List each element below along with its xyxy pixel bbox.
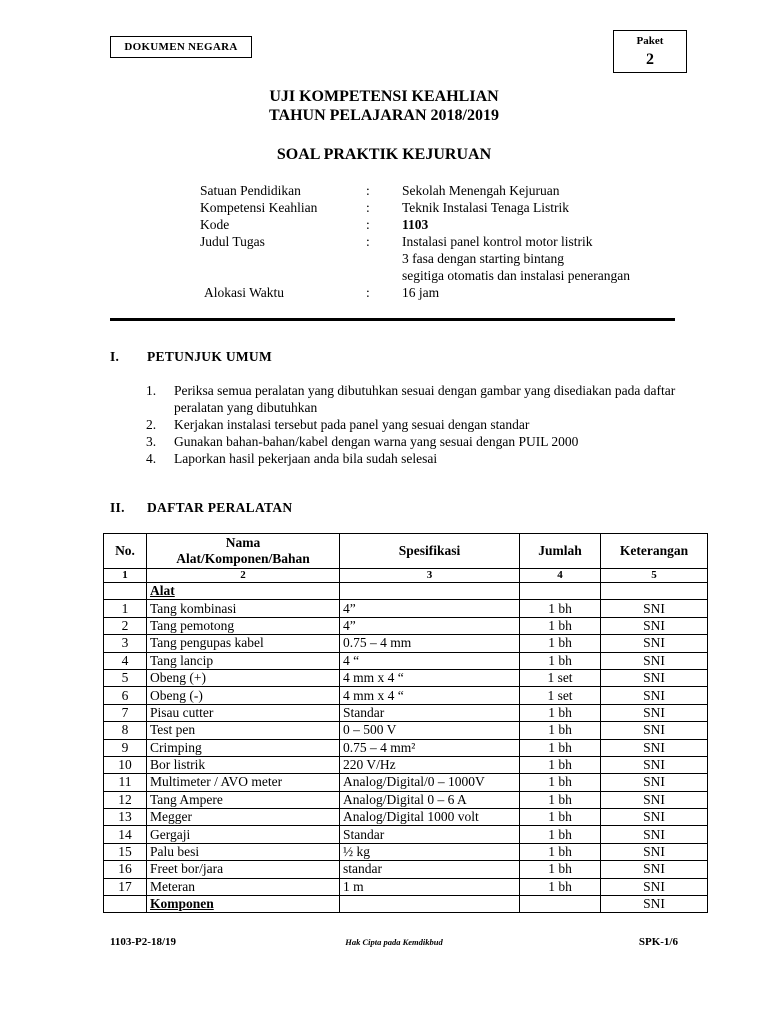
table-cell-nama: Tang Ampere	[147, 791, 340, 808]
table-cell-nama: Tang pemotong	[147, 617, 340, 634]
table-cell-nama: Palu besi	[147, 843, 340, 860]
table-row	[104, 739, 708, 756]
table-cell-nama: Bor listrik	[147, 756, 340, 773]
column-header-spesifikasi: Spesifikasi	[340, 534, 520, 569]
table-row	[104, 756, 708, 773]
table-cell	[104, 583, 147, 600]
column-number: 4	[520, 569, 601, 583]
info-value: 1103	[402, 217, 429, 232]
instructions-list	[146, 382, 686, 467]
table-cell-spesifikasi: 220 V/Hz	[340, 756, 520, 773]
table-cell-no: 5	[104, 669, 147, 686]
category-row-alat	[104, 583, 708, 600]
table-cell-spesifikasi: 4 mm x 4 “	[340, 669, 520, 686]
table-cell	[340, 896, 520, 913]
paket-box	[613, 30, 687, 73]
section-1-heading	[110, 349, 510, 367]
table-cell-spesifikasi: Analog/Digital/0 – 1000V	[340, 774, 520, 791]
table-cell-no: 14	[104, 826, 147, 843]
table-cell-no: 9	[104, 739, 147, 756]
table-cell-keterangan: SNI	[601, 809, 708, 826]
table-cell-no: 1	[104, 600, 147, 617]
category-label: Alat	[147, 583, 340, 600]
table-cell-no: 7	[104, 704, 147, 721]
title-line-3: SOAL PRAKTIK KEJURUAN	[276, 146, 492, 163]
table-cell	[104, 896, 147, 913]
equipment-table	[103, 533, 708, 913]
table-cell-jumlah: 1 bh	[520, 843, 601, 860]
section-title: PETUNJUK UMUM	[147, 349, 273, 364]
table-cell-spesifikasi: 0.75 – 4 mm	[340, 635, 520, 652]
info-label: Kode	[200, 217, 230, 232]
table-cell-no: 13	[104, 809, 147, 826]
section-number: I.	[110, 349, 120, 364]
list-text: Periksa semua peralatan yang dibutuhkan sesuai dengan gambar yang disediakan pada daftar peralatan yang dibutuhkan	[174, 383, 676, 415]
table-cell-jumlah: 1 bh	[520, 704, 601, 721]
column-number: 1	[104, 569, 147, 583]
table-cell-spesifikasi: standar	[340, 861, 520, 878]
table-row	[104, 861, 708, 878]
table-cell-keterangan: SNI	[601, 791, 708, 808]
table-cell-spesifikasi: 4”	[340, 600, 520, 617]
table-cell-spesifikasi: 4”	[340, 617, 520, 634]
info-colon: :	[366, 183, 370, 198]
table-row	[104, 687, 708, 704]
table-cell-nama: Freet bor/jara	[147, 861, 340, 878]
table-cell-nama: Meteran	[147, 878, 340, 895]
table-row	[104, 652, 708, 669]
table-cell-nama: Test pen	[147, 722, 340, 739]
table-cell-nama: Tang kombinasi	[147, 600, 340, 617]
table-cell-jumlah: 1 bh	[520, 774, 601, 791]
list-text: Laporkan hasil pekerjaan anda bila sudah selesai	[174, 451, 438, 466]
table-cell-keterangan: SNI	[601, 756, 708, 773]
list-text: Gunakan bahan-bahan/kabel dengan warna yang sesuai dengan PUIL 2000	[174, 434, 579, 449]
table-cell-jumlah: 1 bh	[520, 635, 601, 652]
table-row	[104, 722, 708, 739]
section-number: II.	[110, 500, 125, 515]
column-header-no: No.	[104, 534, 147, 569]
table-cell-jumlah: 1 bh	[520, 722, 601, 739]
info-label: Judul Tugas	[200, 234, 265, 249]
table-row	[104, 635, 708, 652]
table-row	[104, 809, 708, 826]
table-cell-keterangan: SNI	[601, 635, 708, 652]
table-cell-jumlah: 1 bh	[520, 878, 601, 895]
table-cell-keterangan: SNI	[601, 617, 708, 634]
table-cell-spesifikasi: Analog/Digital 0 – 6 A	[340, 791, 520, 808]
info-label: Satuan Pendidikan	[200, 183, 301, 198]
table-row	[104, 826, 708, 843]
table-cell-no: 3	[104, 635, 147, 652]
table-cell-jumlah: 1 bh	[520, 652, 601, 669]
table-cell-nama: Tang pengupas kabel	[147, 635, 340, 652]
title-line-1: UJI KOMPETENSI KEAHLIAN	[269, 88, 499, 105]
list-item	[146, 450, 686, 467]
table-cell-keterangan: SNI	[601, 843, 708, 860]
table-cell-spesifikasi: ½ kg	[340, 843, 520, 860]
column-header-nama	[147, 534, 340, 569]
list-number: 3.	[146, 434, 157, 449]
header-divider	[110, 318, 675, 321]
table-cell-keterangan: SNI	[601, 669, 708, 686]
table-cell-no: 15	[104, 843, 147, 860]
column-number: 3	[340, 569, 520, 583]
table-cell-nama: Gergaji	[147, 826, 340, 843]
table-cell-jumlah: 1 bh	[520, 826, 601, 843]
footer-page: SPK-1/6	[638, 936, 678, 948]
column-header-nama-line-1: Nama	[225, 535, 261, 550]
table-cell-keterangan: SNI	[601, 826, 708, 843]
column-number: 5	[601, 569, 708, 583]
table-cell	[601, 583, 708, 600]
table-cell-spesifikasi: Standar	[340, 704, 520, 721]
paket-label: Paket	[636, 35, 664, 47]
info-colon: :	[366, 234, 370, 249]
table-cell-no: 12	[104, 791, 147, 808]
table-cell-no: 17	[104, 878, 147, 895]
table-cell-spesifikasi: 1 m	[340, 878, 520, 895]
table-cell-no: 11	[104, 774, 147, 791]
info-value: Teknik Instalasi Tenaga Listrik	[402, 200, 569, 215]
table-cell-jumlah: 1 bh	[520, 756, 601, 773]
table-cell-jumlah: 1 bh	[520, 809, 601, 826]
list-number: 2.	[146, 417, 157, 432]
info-value: Instalasi panel kontrol motor listrik	[402, 234, 593, 249]
table-row	[104, 843, 708, 860]
table-cell-keterangan: SNI	[601, 774, 708, 791]
footer-code: 1103-P2-18/19	[110, 936, 176, 948]
table-cell-jumlah: 1 bh	[520, 600, 601, 617]
info-label: Kompetensi Keahlian	[200, 200, 318, 215]
list-item	[146, 416, 686, 433]
table-cell-keterangan: SNI	[601, 687, 708, 704]
table-cell-keterangan: SNI	[601, 861, 708, 878]
footer-copyright: Hak Cipta pada Kemdikbud	[345, 937, 443, 947]
table-cell-no: 4	[104, 652, 147, 669]
paket-number: 2	[646, 51, 654, 68]
table-cell	[340, 583, 520, 600]
table-cell-no: 6	[104, 687, 147, 704]
info-label: Alokasi Waktu	[204, 285, 285, 300]
info-value: 16 jam	[402, 285, 440, 300]
table-cell-spesifikasi: 4 “	[340, 652, 520, 669]
table-cell-spesifikasi: 0.75 – 4 mm²	[340, 739, 520, 756]
column-header-keterangan: Keterangan	[601, 534, 708, 569]
table-header-row	[104, 534, 708, 569]
list-item	[146, 433, 686, 450]
table-cell-jumlah: 1 bh	[520, 617, 601, 634]
table-cell-jumlah: 1 set	[520, 669, 601, 686]
table-cell	[520, 896, 601, 913]
table-cell-nama: Pisau cutter	[147, 704, 340, 721]
table-row	[104, 617, 708, 634]
table-cell-jumlah: 1 bh	[520, 739, 601, 756]
category-row-komponen	[104, 896, 708, 913]
table-cell-keterangan: SNI	[601, 722, 708, 739]
title-line-2: TAHUN PELAJARAN 2018/2019	[269, 107, 499, 124]
table-cell-keterangan: SNI	[601, 896, 708, 913]
table-cell-spesifikasi: Analog/Digital 1000 volt	[340, 809, 520, 826]
info-value: segitiga otomatis dan instalasi penerangan	[402, 268, 630, 283]
info-colon: :	[366, 217, 370, 232]
table-cell-keterangan: SNI	[601, 704, 708, 721]
list-number: 1.	[146, 383, 157, 398]
table-cell-nama: Obeng (-)	[147, 687, 340, 704]
table-cell-spesifikasi: 4 mm x 4 “	[340, 687, 520, 704]
table-cell-jumlah: 1 bh	[520, 861, 601, 878]
table-row	[104, 791, 708, 808]
column-number-row	[104, 569, 708, 583]
table-cell-no: 2	[104, 617, 147, 634]
table-cell-keterangan: SNI	[601, 652, 708, 669]
column-header-jumlah: Jumlah	[520, 534, 601, 569]
info-value: 3 fasa dengan starting bintang	[402, 251, 564, 266]
table-cell-spesifikasi: Standar	[340, 826, 520, 843]
table-cell-nama: Crimping	[147, 739, 340, 756]
table-row	[104, 600, 708, 617]
column-number: 2	[147, 569, 340, 583]
table-cell-nama: Megger	[147, 809, 340, 826]
table-cell-jumlah: 1 bh	[520, 791, 601, 808]
document-label: DOKUMEN NEGARA	[110, 36, 252, 58]
table-row	[104, 669, 708, 686]
category-label: Komponen	[147, 896, 340, 913]
table-cell-keterangan: SNI	[601, 739, 708, 756]
list-item	[146, 382, 686, 416]
table-cell-no: 16	[104, 861, 147, 878]
column-header-nama-line-2: Alat/Komponen/Bahan	[176, 551, 310, 566]
table-cell-no: 10	[104, 756, 147, 773]
info-colon: :	[366, 200, 370, 215]
section-2-heading	[110, 500, 510, 518]
table-cell-keterangan: SNI	[601, 600, 708, 617]
info-value: Sekolah Menengah Kejuruan	[402, 183, 560, 198]
list-text: Kerjakan instalasi tersebut pada panel yang sesuai dengan standar	[174, 417, 530, 432]
table-cell-spesifikasi: 0 – 500 V	[340, 722, 520, 739]
table-cell-nama: Multimeter / AVO meter	[147, 774, 340, 791]
table-row	[104, 774, 708, 791]
table-row	[104, 704, 708, 721]
table-cell-jumlah: 1 set	[520, 687, 601, 704]
table-cell-keterangan: SNI	[601, 878, 708, 895]
info-colon: :	[366, 285, 370, 300]
list-number: 4.	[146, 451, 157, 466]
section-title: DAFTAR PERALATAN	[147, 500, 293, 515]
table-cell-no: 8	[104, 722, 147, 739]
table-row	[104, 878, 708, 895]
table-cell-nama: Obeng (+)	[147, 669, 340, 686]
table-cell-nama: Tang lancip	[147, 652, 340, 669]
table-cell	[520, 583, 601, 600]
